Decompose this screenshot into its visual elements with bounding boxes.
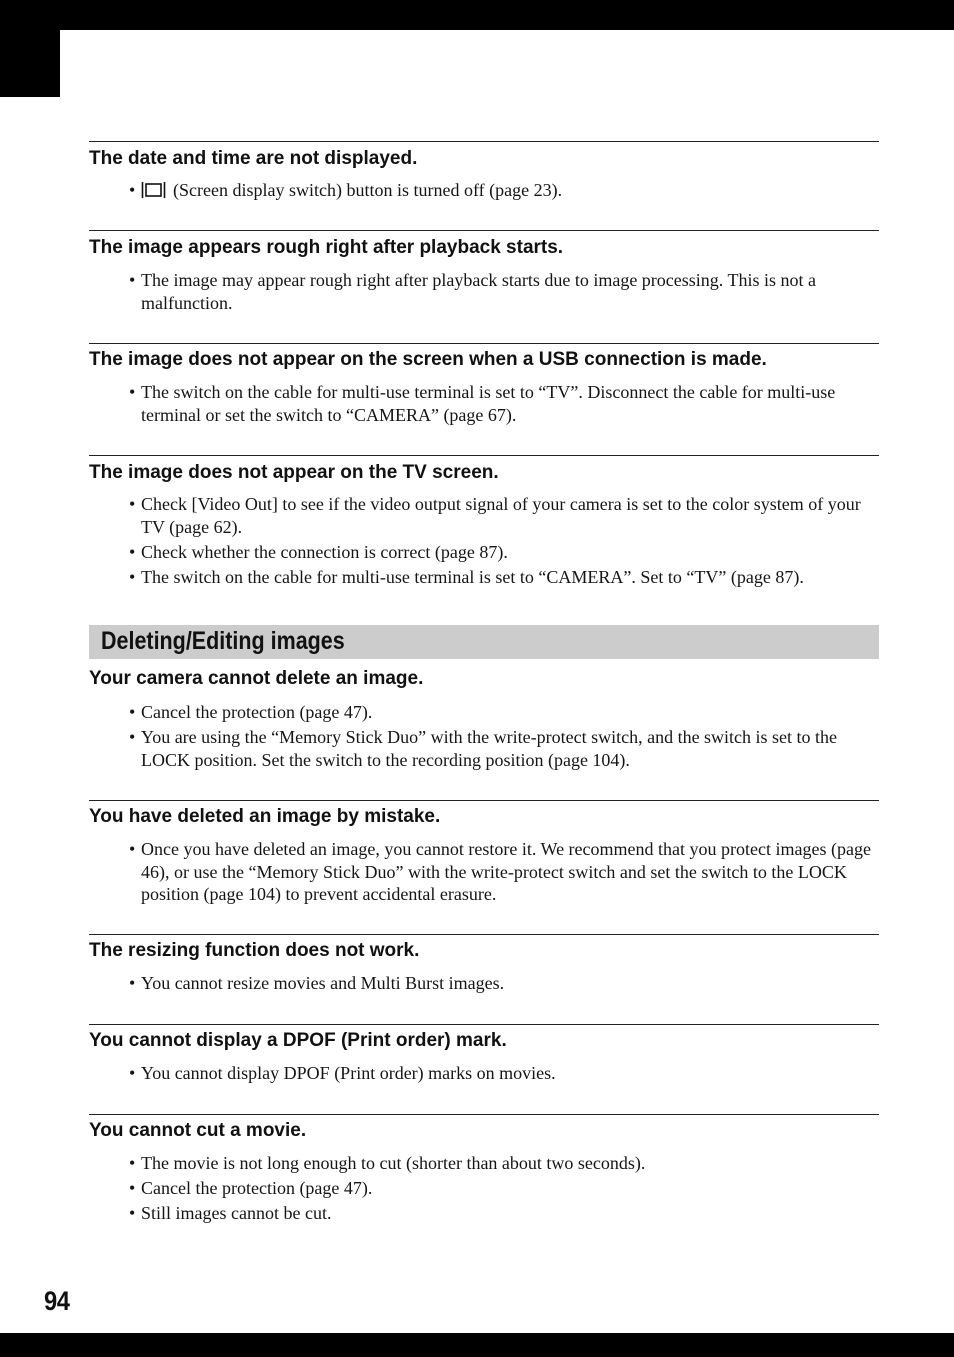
bottom-black-bar bbox=[0, 1333, 954, 1357]
list-item: • Check [Video Out] to see if the video output signal of your camera is set to the color system of your TV (page 62). bbox=[129, 493, 877, 538]
section-divider bbox=[89, 343, 879, 344]
screen-display-switch-icon bbox=[141, 181, 167, 199]
section-heading: The image does not appear on the screen when a USB connection is made. bbox=[89, 349, 767, 370]
list-item: • You cannot resize movies and Multi Burst images. bbox=[129, 972, 877, 995]
section-divider bbox=[89, 1114, 879, 1115]
list-item: • Once you have deleted an image, you cannot restore it. We recommend that you protect images (page 46), or use the “Memory Stick Duo” with the write-protect switch and set the switch to the LOCK position (page 104) to prevent accidental erasure. bbox=[129, 838, 877, 906]
bullet-list bbox=[129, 1152, 877, 1227]
bullet-list bbox=[129, 381, 877, 429]
page-number: 94 bbox=[44, 1286, 70, 1316]
list-item bbox=[129, 179, 877, 202]
section-divider bbox=[89, 455, 879, 456]
list-item: • Cancel the protection (page 47). bbox=[129, 701, 877, 724]
list-item: • The image may appear rough right after playback starts due to image processing. This is not a malfunction. bbox=[129, 269, 877, 314]
section-divider bbox=[89, 934, 879, 935]
list-item: • You cannot display DPOF (Print order) marks on movies. bbox=[129, 1062, 877, 1085]
bullet-list bbox=[129, 493, 877, 591]
section-heading: You have deleted an image by mistake. bbox=[89, 806, 441, 827]
list-item-text: (Screen display switch) button is turned off (page 23). bbox=[173, 180, 563, 200]
bullet-list bbox=[129, 179, 877, 204]
list-item: • The switch on the cable for multi-use terminal is set to “TV”. Disconnect the cable for multi-use terminal or set the switch to “CAMERA” (page 67). bbox=[129, 381, 877, 426]
bullet-list bbox=[129, 1062, 877, 1087]
top-corner-tab bbox=[0, 0, 60, 97]
section-heading: You cannot cut a movie. bbox=[89, 1120, 307, 1141]
section-banner bbox=[89, 625, 879, 659]
section-heading: The date and time are not displayed. bbox=[89, 148, 418, 169]
list-item: • Check whether the connection is correct (page 87). bbox=[129, 541, 877, 564]
top-black-bar bbox=[0, 0, 954, 30]
list-item: • The movie is not long enough to cut (shorter than about two seconds). bbox=[129, 1152, 877, 1175]
list-item: • You are using the “Memory Stick Duo” with the write-protect switch, and the switch is set to the LOCK position. Set the switch to the recording position (page 104). bbox=[129, 726, 877, 771]
section-heading: The image appears rough right after playback starts. bbox=[89, 237, 564, 258]
bullet-list bbox=[129, 701, 877, 774]
section-heading: The resizing function does not work. bbox=[89, 940, 420, 961]
section-heading: Your camera cannot delete an image. bbox=[89, 668, 424, 689]
list-item: • Still images cannot be cut. bbox=[129, 1202, 877, 1225]
banner-title: Deleting/Editing images bbox=[101, 627, 345, 655]
bullet-list bbox=[129, 972, 877, 997]
section-divider bbox=[89, 800, 879, 801]
section-divider bbox=[89, 141, 879, 142]
bullet-list bbox=[129, 838, 877, 908]
list-item: • Cancel the protection (page 47). bbox=[129, 1177, 877, 1200]
list-item: • The switch on the cable for multi-use terminal is set to “CAMERA”. Set to “TV” (page 87). bbox=[129, 566, 877, 589]
section-heading: The image does not appear on the TV screen. bbox=[89, 462, 499, 483]
section-divider bbox=[89, 1024, 879, 1025]
bullet-list bbox=[129, 269, 877, 317]
section-divider bbox=[89, 230, 879, 231]
section-heading: You cannot display a DPOF (Print order) mark. bbox=[89, 1030, 507, 1051]
